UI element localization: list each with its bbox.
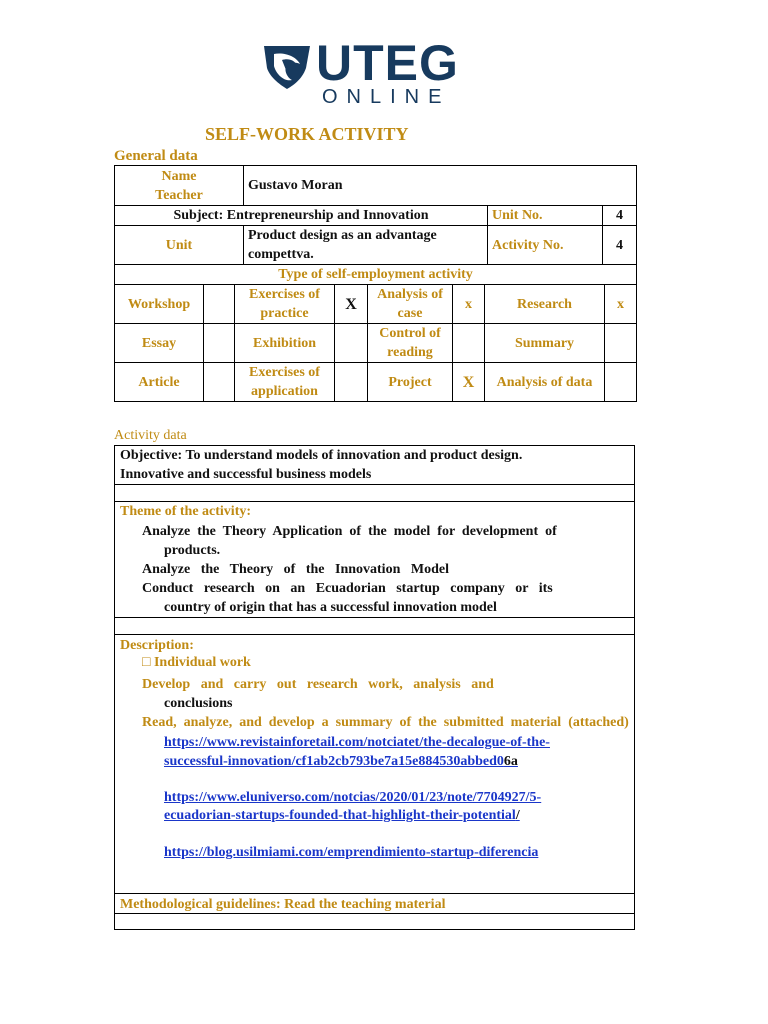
objective-line-1: Objective: To understand models of innovation and product design. — [120, 448, 523, 463]
type-exercises-practice-mark: X — [335, 285, 368, 324]
general-data-label: General data — [114, 148, 198, 164]
type-control-reading: Control of reading — [368, 324, 453, 363]
divider-3 — [114, 617, 635, 618]
type-exhibition: Exhibition — [235, 324, 335, 363]
link-revistainforetail[interactable] — [164, 735, 550, 751]
theme-line-1: Analyze the Theory Application of the model for development of — [142, 524, 557, 539]
type-analysis-data-mark — [605, 363, 637, 402]
type-summary: Summary — [485, 324, 605, 363]
description-line-2: Read, analyze, and develop a summary of the submitted material (attached) — [142, 715, 629, 730]
theme-line-2: Analyze the Theory of the Innovation Model — [142, 562, 449, 577]
divider-5 — [114, 893, 635, 894]
type-summary-mark — [605, 324, 637, 363]
theme-line-3b: country of origin that has a successful innovation model — [164, 600, 497, 615]
unit-no-value: 4 — [603, 206, 637, 226]
type-research-mark: x — [605, 285, 637, 324]
individual-work-item: □ Individual work — [142, 655, 251, 670]
type-exhibition-mark — [335, 324, 368, 363]
link-eluniverso-line-1[interactable]: https://www.eluniverso.com/notcias/2020/01/23/note/7704927/5- — [164, 790, 542, 805]
divider-4 — [114, 634, 635, 635]
activity-data-label: Activity data — [114, 428, 187, 443]
type-analysis-data: Analysis of data — [485, 363, 605, 402]
teacher-value: Gustavo Moran — [244, 166, 637, 206]
teacher-label: Teacher — [155, 187, 203, 203]
shield-logo-icon — [262, 42, 312, 90]
type-research: Research — [485, 285, 605, 324]
divider-6 — [114, 913, 635, 914]
link-revistainforetail-line-2[interactable]: successful-innovation/cf1ab2cb793be7a15e884530abbed0 — [164, 754, 504, 769]
name-teacher-label-cell — [115, 166, 244, 206]
type-control-reading-mark — [453, 324, 485, 363]
name-label: Name — [161, 168, 197, 184]
methodological-guidelines: Methodological guidelines: Read the teaching material — [120, 897, 446, 912]
theme-line-3: Conduct research on an Ecuadorian startup company or its — [142, 581, 553, 596]
link-revistainforetail-cont[interactable] — [164, 754, 518, 770]
activity-no-value: 4 — [603, 226, 637, 265]
divider-1 — [114, 484, 635, 485]
type-article-mark — [204, 363, 235, 402]
type-exercises-practice: Exercises of practice — [235, 285, 335, 324]
link-eluniverso-cont[interactable] — [164, 808, 520, 824]
unit-value-cell — [244, 226, 488, 265]
link-eluniverso-tail: / — [515, 808, 520, 823]
type-analysis-case: Analysis of case — [368, 285, 453, 324]
type-project: Project — [368, 363, 453, 402]
objective-line-2: Innovative and successful business models — [120, 467, 372, 482]
divider-2 — [114, 501, 635, 502]
type-exercises-application-mark — [335, 363, 368, 402]
type-essay: Essay — [115, 324, 204, 363]
type-exercises-application: Exercises of application — [235, 363, 335, 402]
description-line-1: Develop and carry out research work, analysis and — [142, 677, 494, 692]
link-usilmiami[interactable] — [164, 845, 538, 861]
unit-label: Unit — [115, 226, 244, 265]
link-eluniverso-line-2[interactable]: ecuadorian-startups-founded-that-highlight-their-potential — [164, 808, 516, 823]
activity-types-table — [114, 284, 637, 402]
type-of-activity-label: Type of self-employment activity — [115, 265, 637, 285]
page-title: SELF-WORK ACTIVITY — [205, 124, 409, 144]
logo-sub-text: ONLINE — [322, 86, 451, 108]
general-data-table — [114, 165, 637, 285]
type-workshop-mark — [204, 285, 235, 324]
type-workshop: Workshop — [115, 285, 204, 324]
link-revistainforetail-line-1[interactable]: https://www.revistainforetail.com/notciatet/the-decalogue-of-the- — [164, 735, 550, 750]
theme-line-1b: products. — [164, 543, 221, 558]
link-usilmiami-text[interactable]: https://blog.usilmiami.com/emprendimiento-startup-diferencia — [164, 845, 539, 860]
activity-no-label: Activity No. — [488, 226, 603, 265]
type-analysis-case-mark: x — [453, 285, 485, 324]
type-project-mark: X — [453, 363, 485, 402]
subject-cell: Subject: Entrepreneurship and Innovation — [115, 206, 488, 226]
link-eluniverso[interactable] — [164, 790, 603, 806]
theme-label: Theme of the activity: — [120, 504, 252, 519]
logo-brand-text: UTEG — [316, 35, 459, 91]
description-label: Description: — [120, 638, 194, 653]
unit-value-line-1: Product design as an advantage — [248, 228, 437, 243]
unit-value-line-2: compettva. — [248, 247, 314, 262]
type-article: Article — [115, 363, 204, 402]
type-essay-mark — [204, 324, 235, 363]
link-revistainforetail-tail: 6a — [503, 754, 518, 769]
uteg-online-logo — [262, 35, 462, 112]
unit-no-label: Unit No. — [488, 206, 603, 226]
description-line-1b: conclusions — [164, 696, 233, 711]
